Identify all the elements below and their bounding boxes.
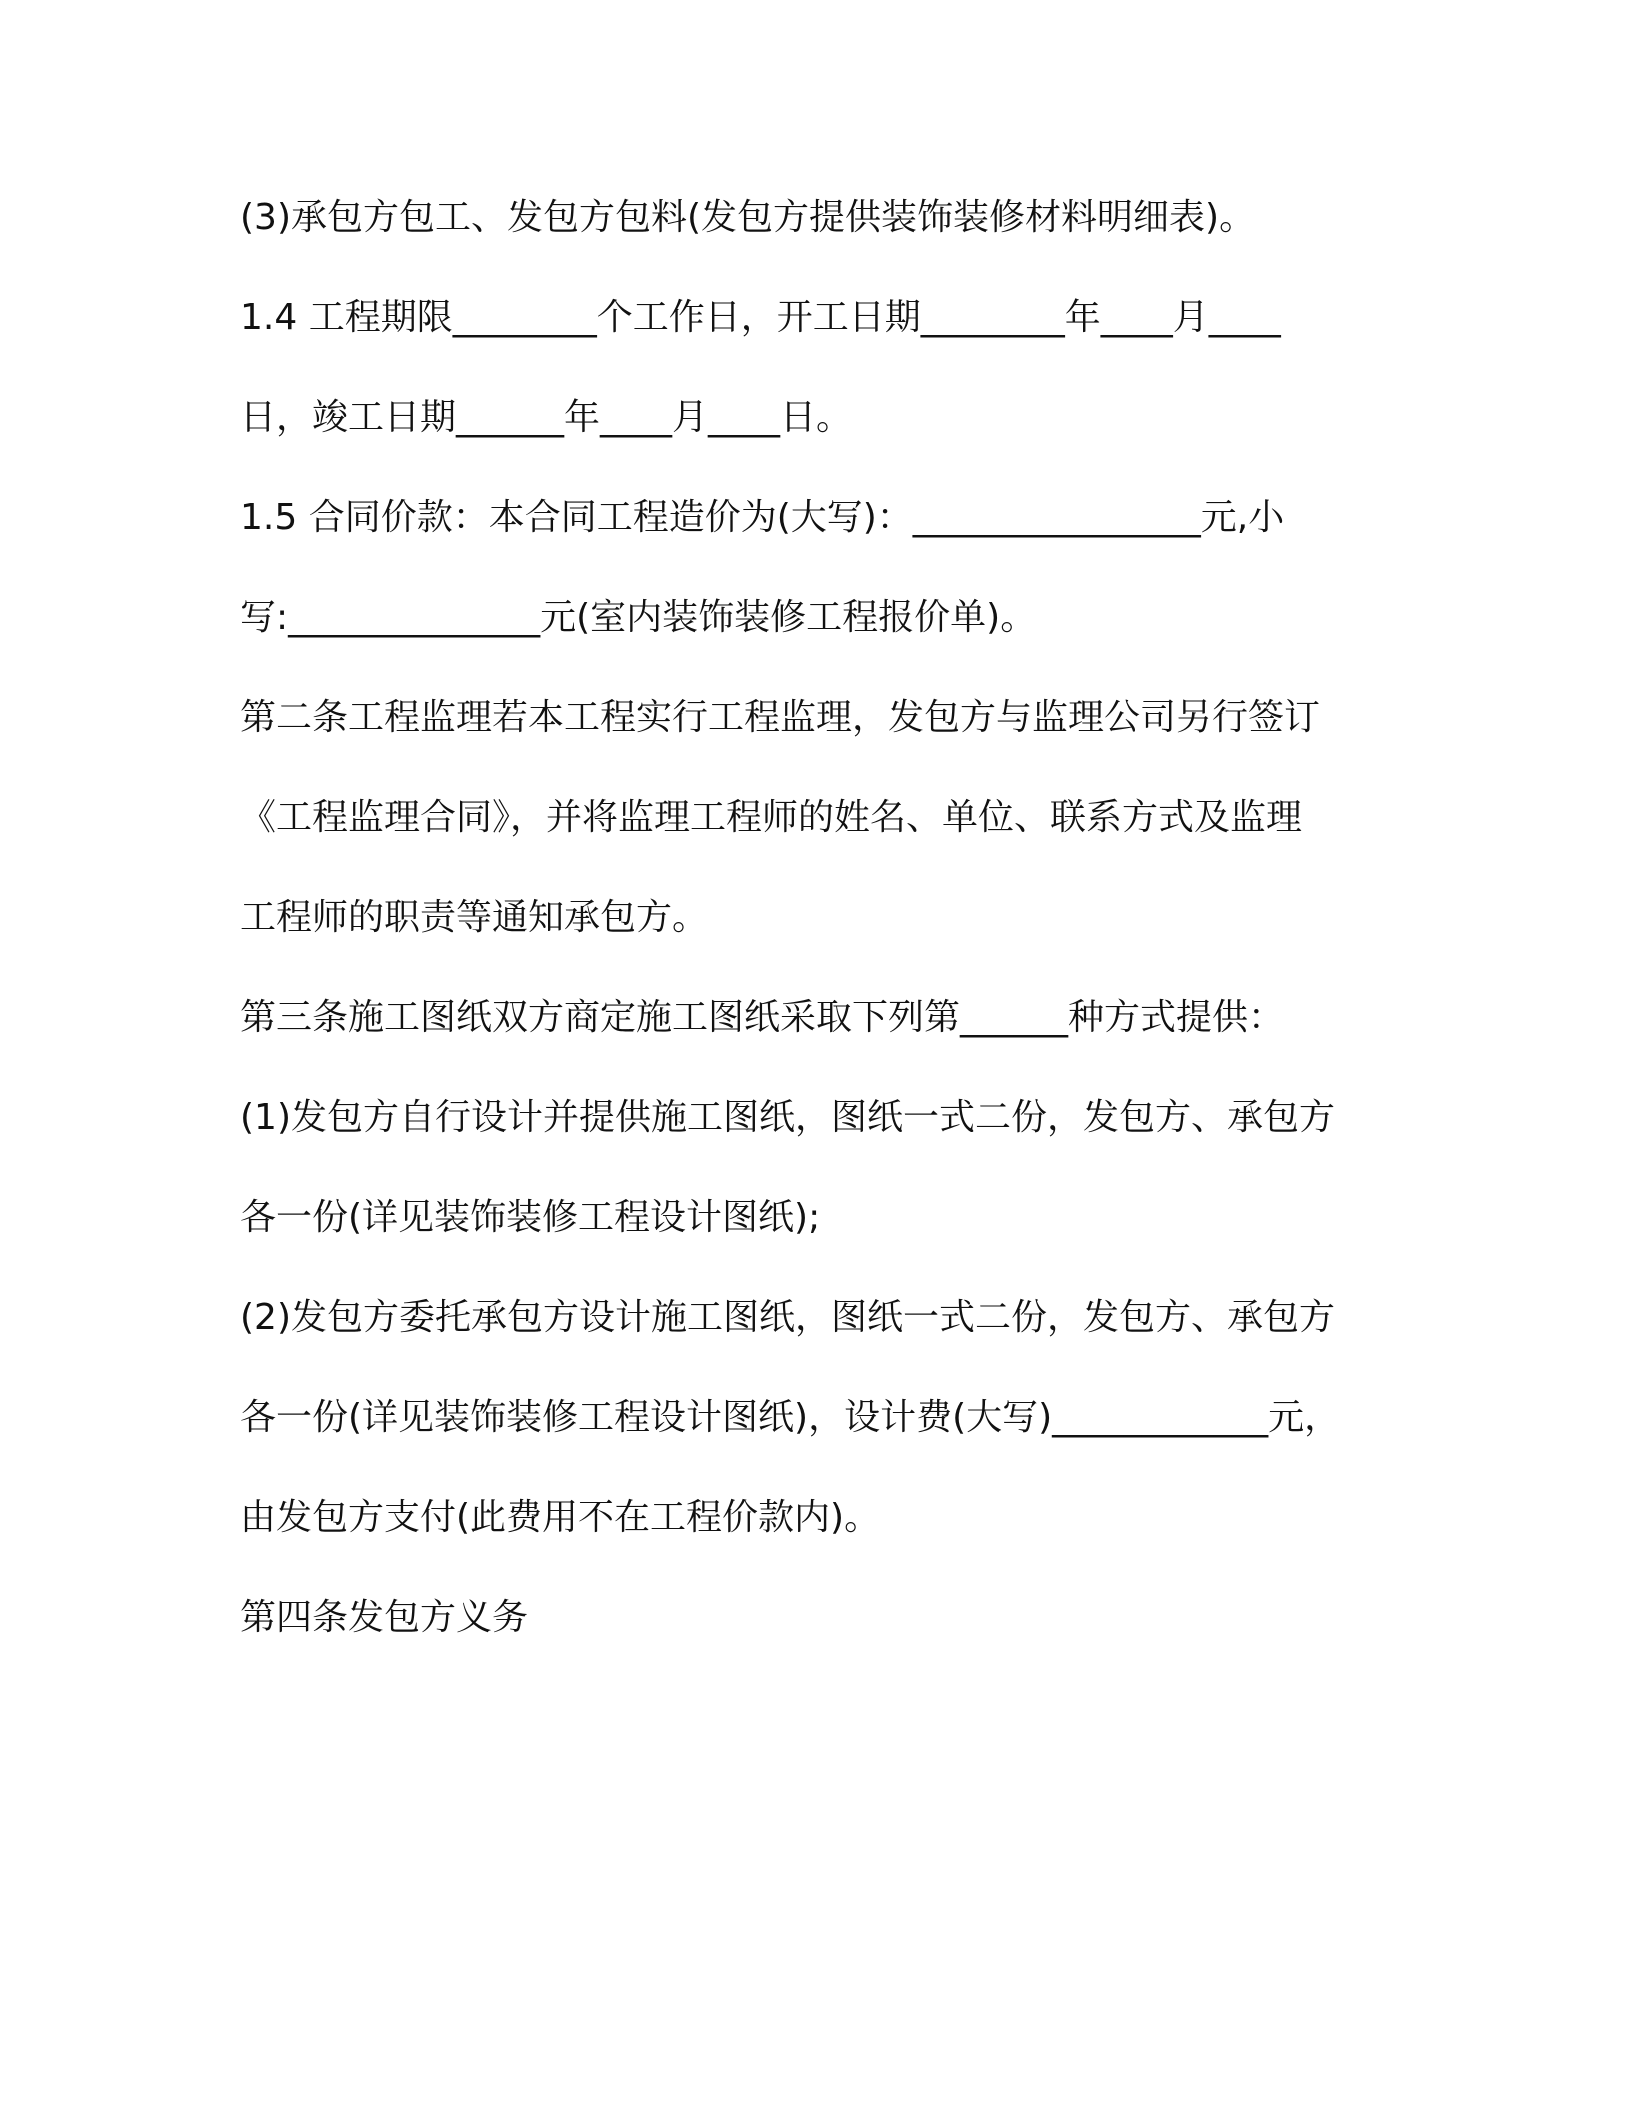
- text-line: 1.5 合同价款：本合同工程造价为(大写)：________________元,小: [240, 497, 1285, 538]
- text-line: (3)承包方包工、发包方包料(发包方提供装饰装修材料明细表)。: [240, 197, 1256, 238]
- text-line: 写:______________元(室内装饰装修工程报价单)。: [240, 597, 1037, 638]
- text-line: 由发包方支付(此费用不在工程价款内)。: [240, 1497, 881, 1538]
- text-line: 各一份(详见装饰装修工程设计图纸);: [240, 1197, 821, 1238]
- text-line: (1)发包方自行设计并提供施工图纸，图纸一式二份，发包方、承包方: [240, 1097, 1335, 1138]
- text-line: (2)发包方委托承包方设计施工图纸，图纸一式二份，发包方、承包方: [240, 1297, 1335, 1338]
- text-line: 工程师的职责等通知承包方。: [240, 897, 709, 938]
- text-line: 《工程监理合同》，并将监理工程师的姓名、单位、联系方式及监理: [240, 797, 1303, 838]
- text-line: 日，竣工日期______年____月____日。: [240, 397, 853, 438]
- section-heading: 第四条发包方义务: [240, 1597, 529, 1638]
- text-line: 各一份(详见装饰装修工程设计图纸)，设计费(大写)____________元，: [240, 1397, 1341, 1438]
- text-line: 1.4 工程期限________个工作日，开工日期________年____月____: [240, 297, 1281, 338]
- text-line: 第三条施工图纸双方商定施工图纸采取下列第______种方式提供：: [240, 997, 1285, 1038]
- text-line: 第二条工程监理若本工程实行工程监理，发包方与监理公司另行签订: [240, 697, 1321, 738]
